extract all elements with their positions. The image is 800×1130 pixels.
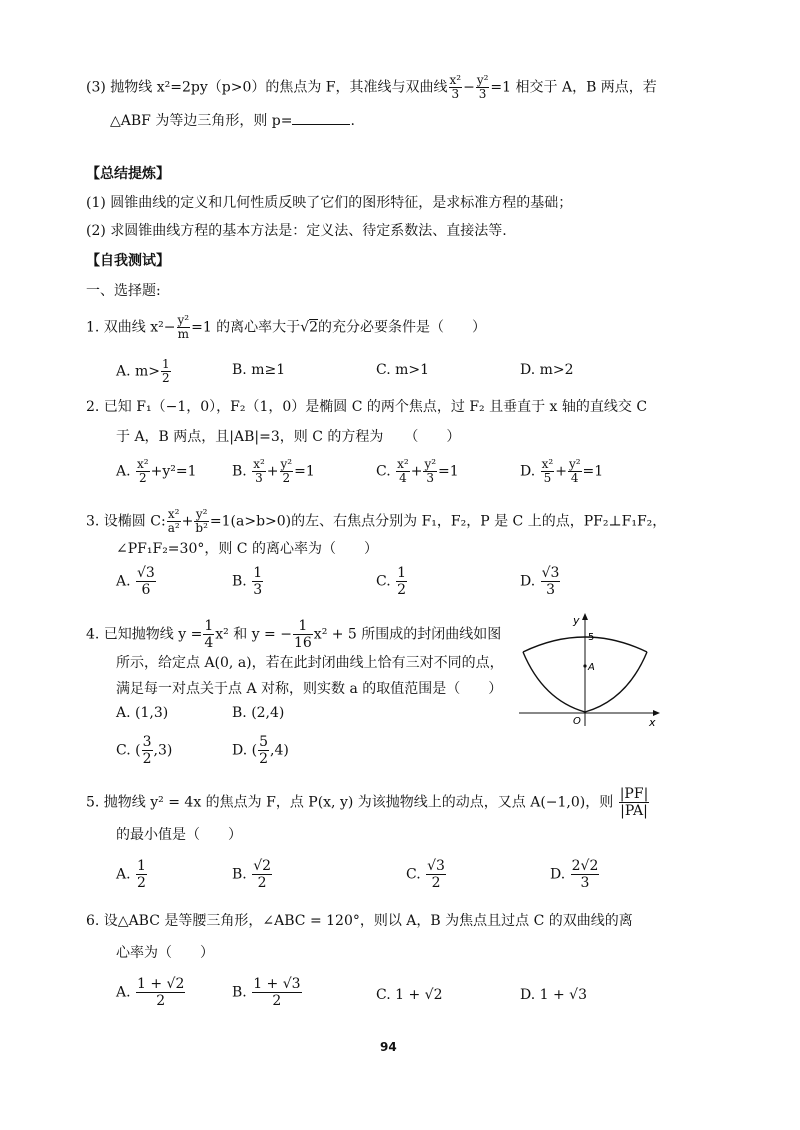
q4-stem-line2: 所示，给定点 A(0, a)，若在此封闭曲线上恰有三对不同的点， <box>116 655 504 671</box>
option-rest: ,4) <box>270 742 289 759</box>
frac-den: 2 <box>136 471 150 485</box>
prev-q3-frac-y <box>476 74 490 101</box>
q3-frac-1 <box>167 508 181 535</box>
option-frac <box>136 858 147 891</box>
option-frac <box>396 565 407 598</box>
q2-option-b[interactable]: B. $\frac{\text{x²}}{3}$ + $\frac{\text{y²}}{2}$ =1 <box>232 457 315 485</box>
frac-num: √2 <box>253 858 272 874</box>
period: . <box>350 113 355 129</box>
option-frac <box>136 565 156 598</box>
summary-item-1: (1) 圆锥曲线的定义和几何性质反映了它们的图形特征，是求标准方程的基础； <box>86 195 573 211</box>
q5-text-a: 5. 抛物线 y² = 4x 的焦点为 F，点 P(x, y) 为该抛物线上的动点，又点 A(−1,0)，则 <box>86 794 614 811</box>
frac-den: 3 <box>541 581 561 598</box>
frac-den: |PA| <box>620 803 648 819</box>
q1-sqrt-arg: 2 <box>309 319 319 336</box>
frac-num: x² <box>541 457 554 471</box>
q5-stem-line2: 的最小值是（ ） <box>116 827 242 843</box>
frac-num: 3 <box>142 734 152 750</box>
frac-den: 4 <box>204 635 214 651</box>
frac-num: 1 <box>137 858 146 874</box>
option-label: D. <box>520 463 536 480</box>
frac-num: x² <box>253 457 265 471</box>
prev-q3-text-b: =1 相交于 A，B 两点，若 <box>490 79 657 96</box>
option-label: A. <box>116 984 131 1001</box>
frac-num: y² <box>568 457 581 471</box>
frac-num: 1 + √2 <box>137 976 185 992</box>
option-frac <box>142 734 153 767</box>
option-label: C. ( <box>116 742 141 759</box>
q4-text-b: x² 和 y = − <box>215 626 292 643</box>
q6-option-b[interactable] <box>232 976 303 1009</box>
frac-num: x² <box>449 73 462 87</box>
frac-den: 4 <box>396 471 410 485</box>
frac-num: x² <box>137 457 149 471</box>
option-rest: ,3) <box>153 742 173 759</box>
summary-item-2: (2) 求圆锥曲线方程的基本方法是：定义法、待定系数法、直接法等. <box>86 223 507 239</box>
option-frac <box>252 858 272 891</box>
frac-den: 3 <box>449 87 463 101</box>
q2-option-a[interactable] <box>116 458 196 485</box>
q3-frac-2 <box>194 508 209 535</box>
q6-stem-line1: 6. 设△ABC 是等腰三角形，∠ABC = 120°，则以 A，B 为焦点且过点 C 的双曲线的离 <box>86 913 633 929</box>
frac-num: √3 <box>427 858 445 874</box>
q1-stem: 1. 双曲线 x²− $\frac{\text{y²}}{m}$ =1 的离心率大于√2的充分必要条件是（ ） <box>86 313 487 341</box>
q4-stem-line1 <box>86 618 501 651</box>
origin-label: O <box>573 716 581 727</box>
frac-den: 3 <box>252 471 266 485</box>
q4-option-a[interactable]: A. (1,3) <box>116 705 169 721</box>
option-label: C. <box>376 463 391 480</box>
option-label: B. <box>232 866 247 883</box>
frac-num: |PF| <box>619 786 649 802</box>
option-label: C. <box>406 866 421 883</box>
q5-stem-line1 <box>86 786 650 819</box>
option-label: D. ( <box>232 742 258 759</box>
frac-num: 1 <box>253 565 263 581</box>
frac-den: 2 <box>252 874 272 891</box>
option-frac <box>252 976 301 1009</box>
q4-option-b[interactable]: B. (2,4) <box>232 705 285 721</box>
q1-text-a: 1. 双曲线 x²− <box>86 319 176 336</box>
option-frac <box>541 565 561 598</box>
option-frac <box>252 458 266 485</box>
frac-den: 16 <box>293 635 312 651</box>
q4-frac-2 <box>293 618 313 651</box>
option-label: B. <box>232 573 247 590</box>
frac-den: 2 <box>259 751 269 767</box>
q5-option-b[interactable] <box>232 858 273 891</box>
q4-parabola-figure <box>515 608 665 728</box>
q1-frac <box>177 314 191 341</box>
answer-blank[interactable] <box>292 112 350 125</box>
frac-num: 5 <box>259 734 269 750</box>
option-label: A. <box>116 573 131 590</box>
frac-den: 2 <box>252 992 301 1009</box>
q5-option-c[interactable] <box>406 858 447 891</box>
frac-den: 6 <box>136 581 156 598</box>
q1-option-b[interactable]: B. m≥1 <box>232 362 286 378</box>
q3-text-a: 3. 设椭圆 C: <box>86 513 166 530</box>
prev-q3-line2 <box>110 112 355 130</box>
q1-option-d[interactable]: D. m>2 <box>520 362 574 378</box>
option-frac <box>280 458 294 485</box>
frac-den: 2 <box>137 875 146 891</box>
frac-den: m <box>177 327 189 341</box>
q5-option-a[interactable] <box>116 858 148 891</box>
prev-q3-frac-x <box>449 74 463 101</box>
option-label: B. <box>232 984 247 1001</box>
option-label: C. <box>376 573 391 590</box>
frac-num: 1 <box>298 618 308 634</box>
frac-den: b² <box>195 521 208 535</box>
q2-stem-line2: 于 A，B 两点，且|AB|=3，则 C 的方程为 （ ） <box>116 429 461 445</box>
option-label: D. <box>550 866 566 883</box>
q1-option-a[interactable] <box>116 358 172 385</box>
frac-den: 4 <box>568 471 582 485</box>
option-frac <box>136 976 185 1009</box>
frac-num: y² <box>280 457 293 471</box>
frac-num: 1 + √3 <box>253 976 301 992</box>
summary-heading: 【总结提炼】 <box>86 166 170 182</box>
q5-option-d[interactable] <box>550 858 600 891</box>
option-frac <box>423 458 437 485</box>
q1-option-c[interactable]: C. m>1 <box>376 362 430 378</box>
option-frac <box>252 565 263 598</box>
option-frac <box>136 458 150 485</box>
frac-num: 1 <box>204 618 214 634</box>
q2-option-c[interactable]: C. $\frac{\text{x²}}{4}$ + $\frac{\text{y²}}{3}$ =1 <box>376 457 459 485</box>
q3-option-a[interactable] <box>116 565 157 598</box>
q6-option-a[interactable] <box>116 976 186 1009</box>
q2-stem-line1: 2. 已知 F₁（−1，0），F₂（1，0）是椭圆 C 的两个焦点，过 F₂ 且垂直于 x 轴的直线交 C <box>86 399 648 415</box>
frac-den: 2 <box>397 582 407 598</box>
frac-den: 3 <box>423 471 437 485</box>
frac-num: √3 <box>137 565 155 581</box>
option-frac <box>396 458 410 485</box>
q3-option-b[interactable] <box>232 565 264 598</box>
option-label: D. <box>520 573 536 590</box>
q3-option-c[interactable] <box>376 565 408 598</box>
a-label: A <box>588 662 595 673</box>
option-rest: +y²=1 <box>150 463 197 480</box>
q2-option-d[interactable]: D. $\frac{\text{x²}}{5}$ + $\frac{\text{y²}}{4}$ =1 <box>520 457 604 485</box>
frac-num: y² <box>177 313 190 327</box>
five-label: 5 <box>588 632 595 643</box>
x-label: x <box>649 716 656 728</box>
q4-option-c[interactable] <box>116 734 172 767</box>
option-rest: =1 <box>582 463 604 480</box>
prev-q3-line1: (3) 抛物线 x²=2py（p>0）的焦点为 F，其准线与双曲线 $\frac{\text{x²}}{3}$ − $\frac{\text{y²}}{3}$ =1 相交于 A，B 两点，若 <box>86 73 657 101</box>
frac-num: y² <box>195 507 208 521</box>
prev-q3-line2-text: △ABF 为等边三角形，则 p= <box>110 113 293 129</box>
q4-text-a: 4. 已知抛物线 y = <box>86 626 203 643</box>
q6-option-d[interactable]: D. 1 + √3 <box>520 987 587 1003</box>
q3-stem-line1: 3. 设椭圆 C: $\frac{\text{x²}}{\text{a²}}$ + $\frac{\text{y²}}{\text{b²}}$ =1(a>b>0)的左、右焦点分别为 F₁，F₂，P 是 C 上的点，PF₂⊥F₁F₂， <box>86 507 667 535</box>
q4-stem-line3: 满足每一对点关于点 A 对称，则实数 a 的取值范围是（ ） <box>116 681 503 697</box>
frac-num: 1 <box>162 357 170 371</box>
option-label: A. m> <box>116 363 161 380</box>
prev-q3-text-a: (3) 抛物线 x²=2py（p>0）的焦点为 F，其准线与双曲线 <box>86 79 448 96</box>
frac-den: 3 <box>253 582 263 598</box>
option-label: B. <box>232 463 247 480</box>
q4-option-d[interactable] <box>232 734 289 767</box>
q6-option-c[interactable]: C. 1 + √2 <box>376 987 443 1003</box>
frac-den: 2 <box>162 371 170 385</box>
self-test-heading: 【自我测试】 <box>86 253 170 269</box>
frac-den: a² <box>167 521 180 535</box>
y-axis-arrow <box>582 613 588 620</box>
option-frac <box>571 858 600 891</box>
section-title: 一、选择题: <box>86 283 161 299</box>
page-number: 94 <box>380 1040 397 1054</box>
option-rest: =1 <box>438 463 459 480</box>
frac-num: y² <box>476 73 489 87</box>
frac-num: y² <box>424 457 437 471</box>
frac-den: 2 <box>426 874 446 891</box>
y-label: y <box>573 614 580 627</box>
q5-frac <box>619 786 650 819</box>
frac-num: x² <box>167 507 180 521</box>
q3-text-b: =1(a>b>0)的左、右焦点分别为 F₁，F₂，P 是 C 上的点，PF₂⊥F₁F₂， <box>209 513 667 530</box>
point-a <box>583 664 586 667</box>
frac-den: 2 <box>136 992 185 1009</box>
option-frac <box>426 858 446 891</box>
frac-den: 5 <box>541 471 555 485</box>
frac-num: 1 <box>397 565 407 581</box>
q6-stem-line2: 心率为（ ） <box>116 945 214 961</box>
frac-num: √3 <box>541 565 560 581</box>
option-frac <box>258 734 269 767</box>
frac-num: x² <box>397 457 409 471</box>
q3-option-d[interactable] <box>520 565 561 598</box>
option-label: A. <box>116 866 131 883</box>
q1-text-c: 的充分必要条件是（ ） <box>318 319 487 336</box>
frac-den: 2 <box>142 751 152 767</box>
option-rest: =1 <box>294 463 315 480</box>
frac-den: 2 <box>280 471 294 485</box>
option-frac <box>541 458 555 485</box>
q1-text-b: =1 的离心率大于 <box>191 319 301 336</box>
frac-den: 3 <box>571 874 600 891</box>
frac-num: 2√2 <box>571 858 599 874</box>
q3-stem-line2: ∠PF₁F₂=30°，则 C 的离心率为（ ） <box>116 541 378 557</box>
option-frac <box>568 458 582 485</box>
q4-text-c: x² + 5 所围成的封闭曲线如图 <box>313 626 502 643</box>
option-frac <box>161 358 171 385</box>
q4-frac-1 <box>203 618 214 651</box>
option-label: A. <box>116 463 131 480</box>
frac-den: 3 <box>476 87 490 101</box>
